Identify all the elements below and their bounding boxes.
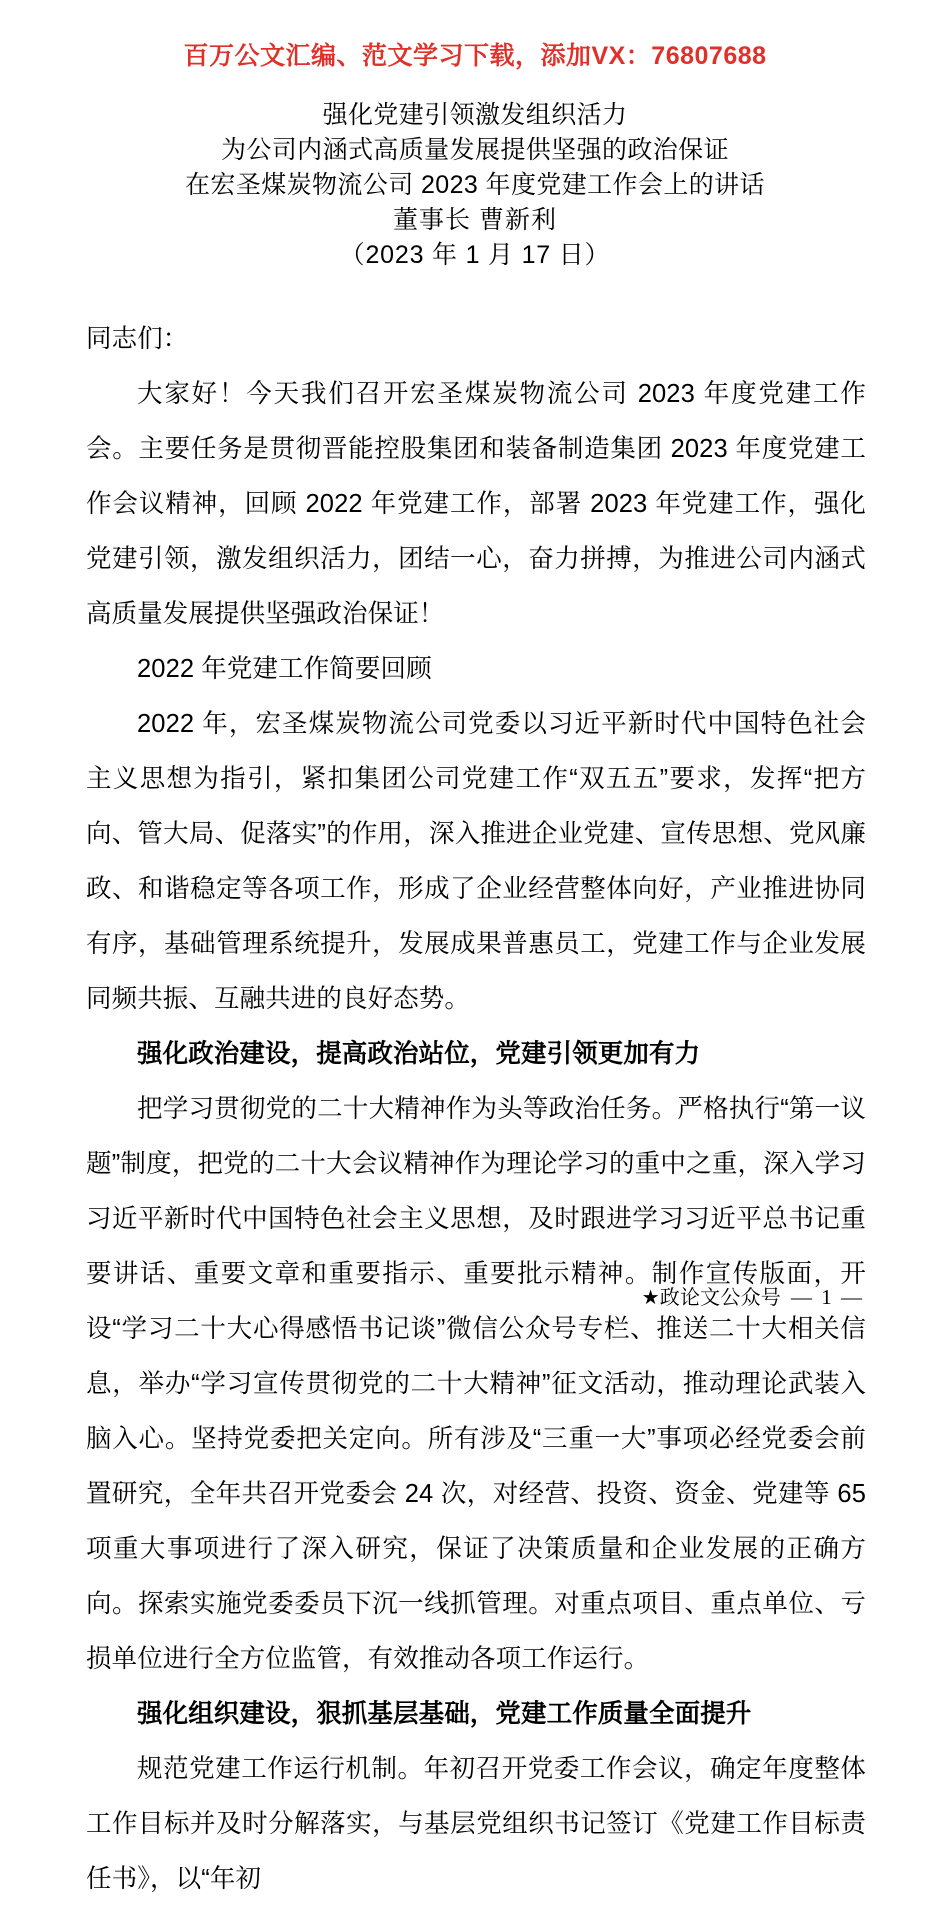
document-author: 董事长 曹新利 xyxy=(393,206,557,234)
document-title-line-2: 为公司内涵式高质量发展提供坚强的政治保证 xyxy=(220,136,729,164)
document-title-line-1: 强化党建引领激发组织活力 xyxy=(322,101,628,129)
section-heading-2: 强化政治建设，提高政治站位，党建引领更加有力 xyxy=(137,1040,701,1068)
document-body xyxy=(86,312,866,1907)
section-heading-1: 2022 年党建工作简要回顾 xyxy=(137,655,432,683)
document-date: （2023 年 1 月 17 日） xyxy=(339,241,611,269)
page-number: — 1 — xyxy=(791,1285,864,1309)
document-title-line-3: 在宏圣煤炭物流公司 2023 年度党建工作会上的讲话 xyxy=(185,171,765,199)
title-block xyxy=(0,98,950,273)
section-heading-3: 强化组织建设，狠抓基层基础，党建工作质量全面提升 xyxy=(137,1700,752,1728)
paragraph-3: 把学习贯彻党的二十大精神作为头等政治任务。严格执行“第一议题”制度，把党的二十大会议精神作为理论学习的重中之重，深入学习习近平新时代中国特色社会主义思想，及时跟进学习习近平总书记重要讲话、重要文章和重要指示、重要批示精神。制作宣传版面，开设“学习二十大心得感悟书记谈”微信公众号专栏、推送二十大相关信息，举办“学习宣传贯彻党的二十大精神”征文活动，推动理论武装入脑入心。坚持党委把关定向。所有涉及“三重一大”事项必经党委会前置研究，全年共召开党委会 24 次，对经营、投资、资金、党建等 65 项重大事项进行了深入研究，保证了决策质量和企业发展的正确方向。探索实施党委委员下沉一线抓管理。对重点项目、重点单位、亏损单位进行全方位监管，有效推动各项工作运行。 xyxy=(86,1095,866,1673)
paragraph-1: 大家好！今天我们召开宏圣煤炭物流公司 2023 年度党建工作会。主要任务是贯彻晋能控股集团和装备制造集团 2023 年度党建工作会议精神，回顾 2022 年党建工作，部署 2023 年党建工作，强化党建引领，激发组织活力，团结一心，奋力拼搏，为推进公司内涵式高质量发展提供坚强政治保证！ xyxy=(86,380,866,628)
footer-content xyxy=(642,1282,864,1313)
paragraph-2: 2022 年，宏圣煤炭物流公司党委以习近平新时代中国特色社会主义思想为指引，紧扣集团公司党建工作“双五五”要求，发挥“把方向、管大局、促落实”的作用，深入推进企业党建、宣传思想、党风廉政、和谐稳定等各项工作，形成了企业经营整体向好，产业推进协同有序，基础管理系统提升，发展成果普惠员工，党建工作与企业发展同频共振、互融共进的良好态势。 xyxy=(86,710,866,1013)
promo-banner: 百万公文汇编、范文学习下载，添加VX：76807688 xyxy=(183,42,767,70)
salutation: 同志们： xyxy=(86,325,189,353)
paragraph-4: 规范党建工作运行机制。年初召开党委工作会议，确定年度整体工作目标并及时分解落实，与基层党组织书记签订《党建工作目标责任书》，以“年初 xyxy=(86,1755,866,1893)
footer-brand-label: ★政论文公众号 xyxy=(641,1287,781,1309)
page-footer xyxy=(0,1282,950,1316)
